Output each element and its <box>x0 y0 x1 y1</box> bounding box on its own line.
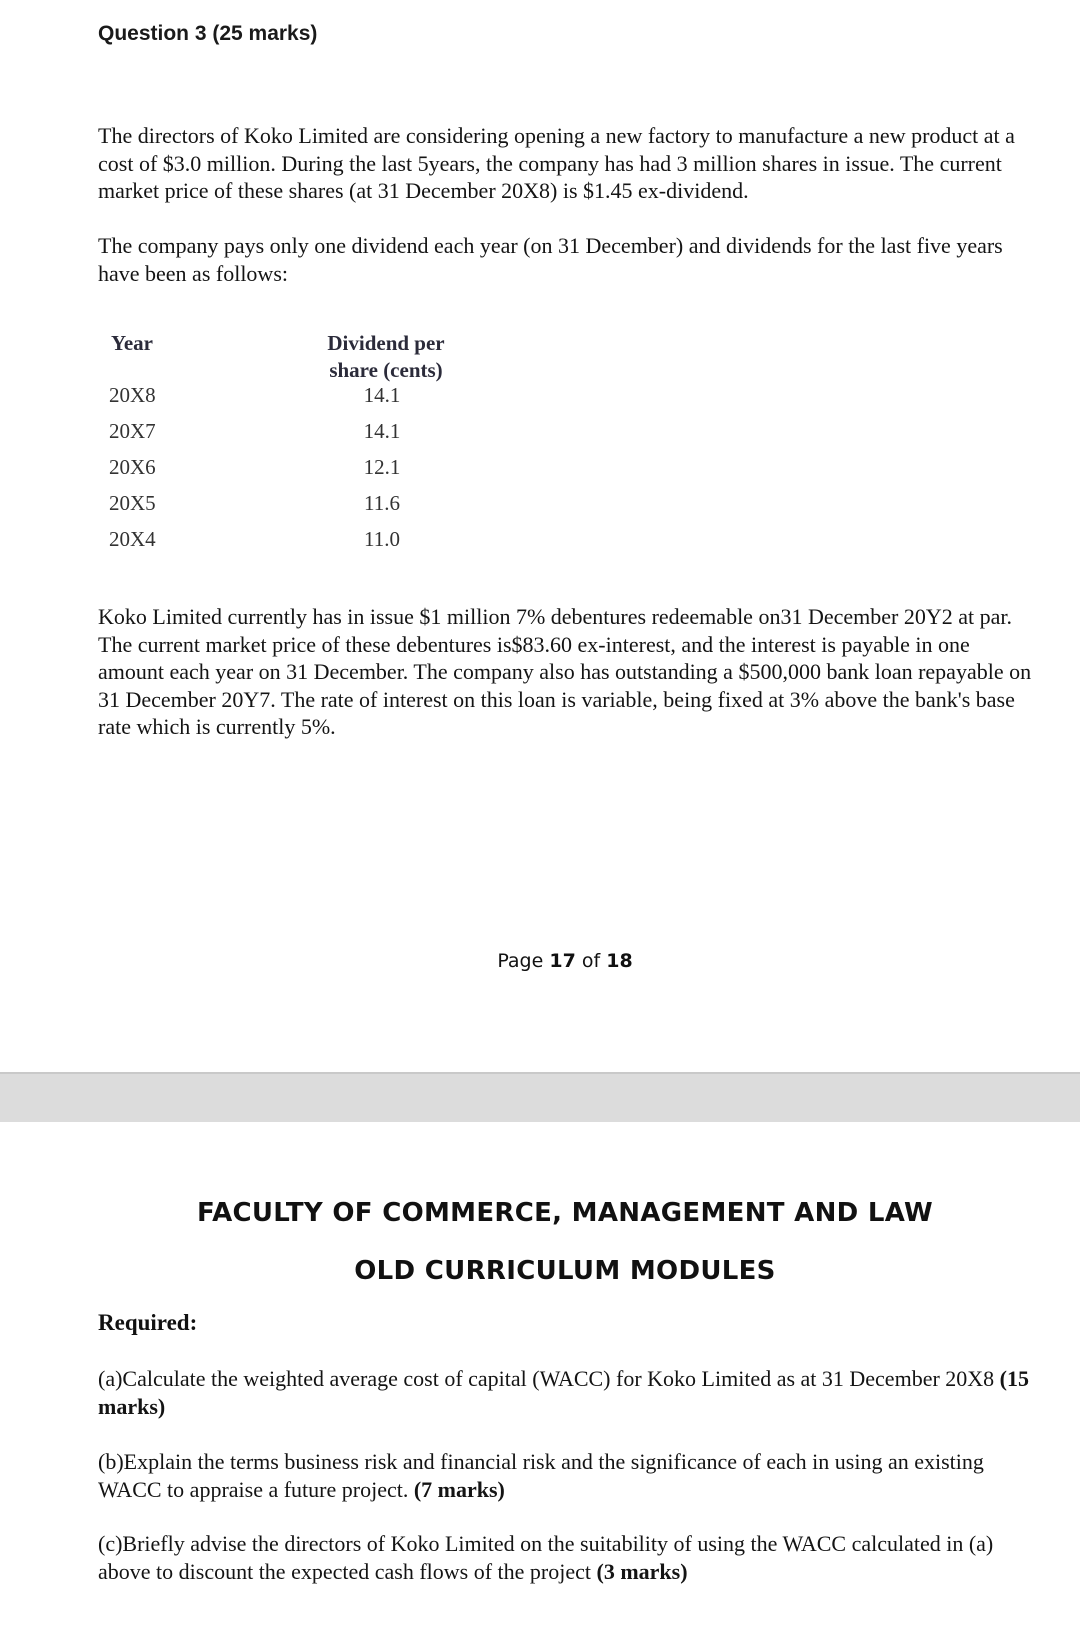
table-cell-dividend: 12.1 <box>363 455 401 479</box>
table-header-year: Year <box>111 331 153 355</box>
page-separator <box>0 1072 1080 1124</box>
page-number: Page 17 of 18 <box>497 950 633 972</box>
question-title: Question 3 (25 marks) <box>98 22 318 45</box>
table-header-dividend <box>311 330 461 384</box>
marks-c: (3 marks) <box>596 1558 688 1584</box>
question-part-b: (b)Explain the terms business risk and financial risk and the significance of each in using an existing WACC to appraise a future project. (7 marks) <box>98 1449 984 1502</box>
question-part-a: (a)Calculate the weighted average cost of capital (WACC) for Koko Limited as at 31 December 20X8 (15 marks) <box>98 1366 1029 1419</box>
question-part-c: (c)Briefly advise the directors of Koko Limited on the suitability of using the WACC calculated in (a) above to discount the expected cash flows of the project (3 marks) <box>98 1531 994 1584</box>
marks-b: (7 marks) <box>413 1476 505 1502</box>
table-cell-year: 20X7 <box>109 419 156 443</box>
intro-paragraph: The directors of Koko Limited are considering opening a new factory to manufacture a new product at a cost of $3.0 million. During the last 5years, the company has had 3 million shares in issue. The current market price of these shares (at 31 December 20X8) is $1.45 ex-dividend. <box>98 123 1015 203</box>
dividend-intro-paragraph: The company pays only one dividend each year (on 31 December) and dividends for the last five years have been as follows: <box>98 233 1003 286</box>
table-cell-dividend: 11.6 <box>364 491 400 515</box>
marks-a: (15 marks) <box>98 1366 1029 1419</box>
debt-paragraph: Koko Limited currently has in issue $1 million 7% debentures redeemable on31 December 20Y2 at par. The current market price of these debentures is$83.60 ex-interest, and the interest is payable in one amount each year on 31 December. The company also has outstanding a $500,000 bank loan repayable on 31 December 20Y7. The rate of interest on this loan is variable, being fixed at 3% above the bank's base rate which is currently 5%. <box>98 604 1032 739</box>
table-header-dividend-line1: Dividend per <box>327 331 445 355</box>
table-cell-year: 20X4 <box>109 527 156 551</box>
curriculum-heading: OLD CURRICULUM MODULES <box>354 1256 776 1286</box>
table-cell-dividend: 14.1 <box>363 383 401 407</box>
table-cell-dividend: 11.0 <box>364 527 400 551</box>
required-heading: Required: <box>98 1310 198 1335</box>
table-header-dividend-line2: share (cents) <box>329 358 443 382</box>
page-number-current: 17 <box>549 950 576 972</box>
faculty-heading: FACULTY OF COMMERCE, MANAGEMENT AND LAW <box>197 1198 933 1228</box>
table-cell-year: 20X8 <box>109 383 156 407</box>
table-cell-year: 20X6 <box>109 455 156 479</box>
table-cell-year: 20X5 <box>109 491 156 515</box>
table-cell-dividend: 14.1 <box>363 419 401 443</box>
page-number-total: 18 <box>606 950 633 972</box>
